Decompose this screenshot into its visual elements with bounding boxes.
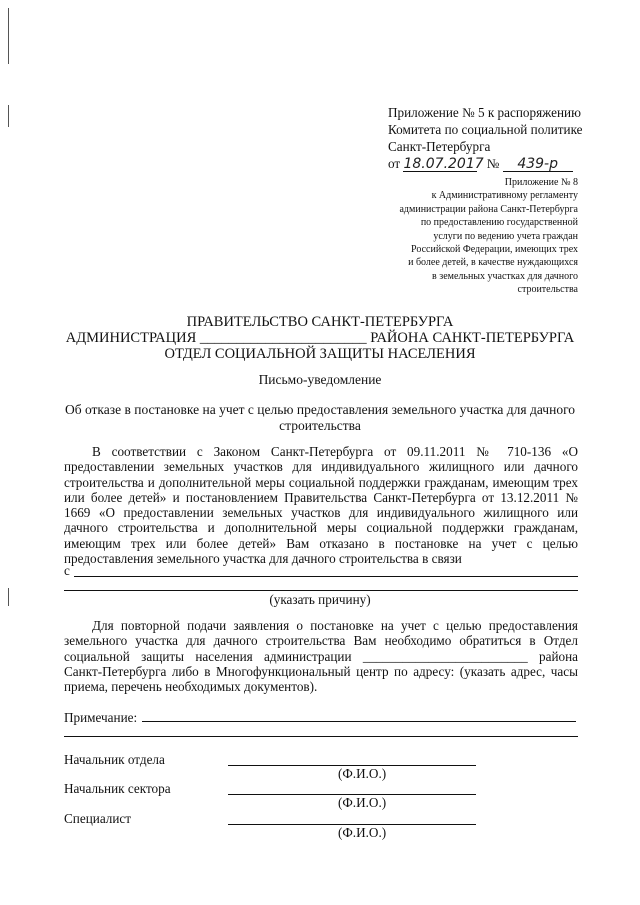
signature-role-specialist: Специалист xyxy=(64,811,132,826)
order-date: 18.07.2017 xyxy=(403,156,484,172)
admin-suffix: РАЙОНА САНКТ-ПЕТЕРБУРГА xyxy=(370,330,575,346)
signature-fio-head-of-sector: (Ф.И.О.) xyxy=(338,795,387,810)
letter-subject xyxy=(50,402,590,434)
reason-line-2 xyxy=(64,590,578,591)
reapply-text-end: Санкт-Петербурга либо в Многофункциональный центр по адресу: (указать адрес, часы приема, перечень необходимых документов). xyxy=(64,663,578,695)
date-prefix: от xyxy=(388,156,401,171)
appendix-8-line: по предоставлению государственной xyxy=(420,217,578,229)
appendix-5-line-3: Санкт-Петербурга xyxy=(388,139,491,154)
reason-prefix: с xyxy=(64,563,70,578)
reapply-district-blank: _________________________ xyxy=(362,648,528,664)
reapply-paragraph xyxy=(64,618,578,694)
appendix-8-block xyxy=(380,176,578,297)
scan-edge-mark-top xyxy=(8,8,9,64)
appendix-5-line-1: Приложение № 5 к распоряжению xyxy=(388,105,581,120)
letter-subject-line-2: строительства xyxy=(279,418,361,433)
scan-edge-mark-middle xyxy=(8,105,9,127)
appendix-8-line: Российской Федерации, имеющих трех xyxy=(411,244,578,256)
administration-heading xyxy=(50,330,590,346)
appendix-8-line: и более детей, в качестве нуждающихся xyxy=(408,257,578,269)
reason-line-1 xyxy=(74,576,578,577)
signature-role-head-of-department: Начальник отдела xyxy=(64,752,165,767)
reapply-district-suffix: района xyxy=(539,648,579,664)
note-line-1 xyxy=(142,721,576,722)
signature-fio-specialist: (Ф.И.О.) xyxy=(338,825,387,840)
letter-type: Письмо-уведомление xyxy=(258,372,382,387)
admin-district-blank: _______________________ xyxy=(199,330,367,346)
signature-fio-head-of-department: (Ф.И.О.) xyxy=(338,766,387,781)
appendix-5-date-row xyxy=(388,155,618,172)
appendix-8-line: к Административному регламенту xyxy=(431,190,578,202)
letter-subject-line-1: Об отказе в постановке на учет с целью предоставления земельного участка для дачного xyxy=(64,402,576,417)
refusal-paragraph: В соответствии с Законом Санкт-Петербурга от 09.11.2011 № 710-136 «О предоставлении земельных участков для индивидуального жилищного или дачного строительства и дополнительной меры социальной поддержки гражданам, имеющим трех или более детей» и постановлением Правительства Санкт-Петербурга от 13.12.2011 № 1669 «О предоставлении земельных участков для индивидуального жилищного или дачного строительства и дополнительной меры социальной поддержки гражданам, имеющим трех или более детей» Вам отказано в постановке на учет с целью предоставления земельного участка для дачного строительства в связи xyxy=(64,444,578,567)
note-label: Примечание: xyxy=(64,710,138,725)
admin-prefix: АДМИНИСТРАЦИЯ xyxy=(65,330,197,346)
signature-role-head-of-sector: Начальник сектора xyxy=(64,781,171,796)
appendix-8-line: услуги по ведению учета граждан xyxy=(433,230,578,242)
department-heading: ОТДЕЛ СОЦИАЛЬНОЙ ЗАЩИТЫ НАСЕЛЕНИЯ xyxy=(164,346,476,362)
reason-hint: (указать причину) xyxy=(269,592,371,607)
appendix-5-block xyxy=(388,104,618,172)
order-number: 439-р xyxy=(503,157,573,172)
appendix-8-line: строительства xyxy=(517,284,578,296)
appendix-8-line: Приложение № 8 xyxy=(504,177,578,188)
appendix-5-line-2: Комитета по социальной политике xyxy=(388,122,583,137)
scan-edge-mark-lower xyxy=(8,588,9,606)
appendix-8-line: в земельных участках для дачного xyxy=(432,270,578,282)
reapply-text: Для повторной подачи заявления о постановке на учет с целью предоставления земельного участка для дачного строительства Вам необходимо обратиться в Отдел социальной защиты населения администрации xyxy=(64,618,578,664)
note-line-2 xyxy=(64,736,578,737)
number-prefix: № xyxy=(486,156,500,171)
appendix-8-line: администрации района Санкт-Петербурга xyxy=(399,203,578,215)
government-heading: ПРАВИТЕЛЬСТВО САНКТ-ПЕТЕРБУРГА xyxy=(186,314,454,330)
